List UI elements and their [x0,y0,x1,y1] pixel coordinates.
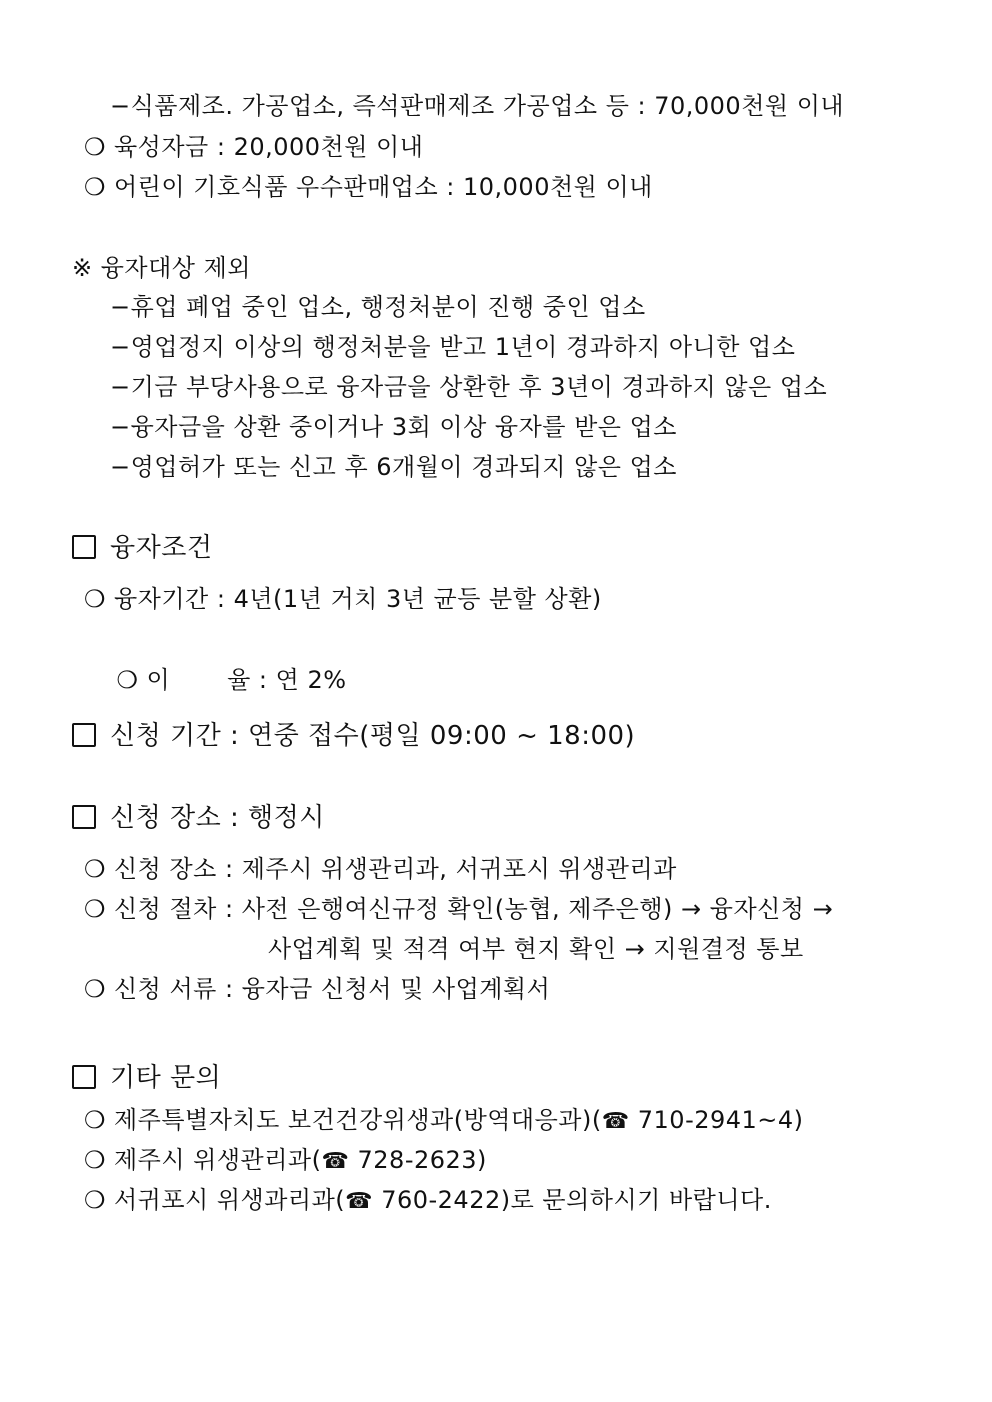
conditions-title: 융자조건 [110,533,213,563]
inquiry-seogwipo-text: 서귀포시 위생과리과( [114,1186,346,1214]
inquiry-province-text: 제주특별자치도 보건건강위생과(방역대응과)( [114,1106,602,1134]
bullet-circle-icon: ❍ [84,585,107,613]
exclusion-title: ※ 융자대상 제외 [72,254,251,282]
exclusion-item: −영업허가 또는 신고 후 6개월이 경과되지 않은 업소 [110,453,677,481]
phone-icon: ☎ [345,1189,374,1214]
procedure-continuation: 사업계획 및 적격 여부 현지 확인 → 지원결정 통보 [268,935,804,963]
checkbox-square-icon [72,1065,96,1089]
exclusion-item: −융자금을 상환 중이거나 3회 이상 융자를 받은 업소 [110,413,677,441]
checkbox-square-icon [72,723,96,747]
section-heading-place [72,802,325,834]
section-heading-inquiry [72,1062,221,1094]
food-production-limit: −식품제조. 가공업소, 즉석판매제조 가공업소 등 : 70,000천원 이내 [110,92,845,120]
bullet-circle-icon: ❍ [84,975,107,1003]
documents-text: 신청 서류 : 융자금 신청서 및 사업계획서 [114,975,551,1003]
bullet-circle-icon: ❍ [84,1186,107,1214]
period-title: 신청 기간 : 연중 접수(평일 09:00 ~ 18:00) [110,721,636,751]
list-item-procedure [84,893,833,925]
bullet-circle-icon: ❍ [84,1106,107,1134]
exclusion-item: −기금 부당사용으로 융자금을 상환한 후 3년이 경과하지 않은 업소 [110,373,828,401]
growth-fund-text: 육성자금 : 20,000천원 이내 [114,133,424,161]
list-item-inquiry-seogwipo [84,1184,772,1218]
bullet-circle-icon: ❍ [84,1146,107,1174]
exclusion-item: −휴업 폐업 중인 업소, 행정처분이 진행 중인 업소 [110,293,646,321]
list-item-documents [84,973,550,1005]
inquiry-title: 기타 문의 [110,1063,222,1093]
bullet-circle-icon: ❍ [84,895,107,923]
list-item-interest-rate [84,632,347,728]
section-heading-period [72,720,635,752]
section-heading-conditions [72,532,212,564]
bullet-circle-icon: ❍ [84,855,107,883]
loan-term-text: 융자기간 : 4년(1년 거치 3년 균등 분할 상환) [114,585,602,613]
list-item-location [84,853,677,885]
list-item-kids-food-store [84,171,653,203]
list-item-loan-term [84,583,602,615]
bullet-circle-icon: ❍ [84,173,107,201]
checkbox-square-icon [72,805,96,829]
inquiry-province-number: 710-2941~4) [629,1106,804,1134]
kids-food-store-text: 어린이 기호식품 우수판매업소 : 10,000천원 이내 [114,173,653,201]
place-title: 신청 장소 : 행정시 [110,803,325,833]
list-item-inquiry-province [84,1104,804,1138]
list-item-inquiry-jeju [84,1144,487,1178]
bullet-circle-icon: ❍ [84,133,107,161]
procedure-text: 신청 절차 : 사전 은행여신규정 확인(농협, 제주은행) → 융자신청 → [114,895,834,923]
phone-icon: ☎ [601,1109,630,1134]
inquiry-jeju-text: 제주시 위생관리과( [114,1146,322,1174]
inquiry-seogwipo-number: 760-2422)로 문의하시기 바랍니다. [373,1186,772,1214]
phone-icon: ☎ [321,1149,350,1174]
exclusion-item: −영업정지 이상의 행정처분을 받고 1년이 경과하지 아니한 업소 [110,333,796,361]
list-item-growth-fund [84,131,423,163]
location-text: 신청 장소 : 제주시 위생관리과, 서귀포시 위생관리과 [114,855,677,883]
checkbox-square-icon [72,535,96,559]
interest-rate-text: 이 율 : 연 2% [146,666,347,694]
bullet-circle-icon: ❍ [116,666,139,694]
inquiry-jeju-number: 728-2623) [349,1146,487,1174]
